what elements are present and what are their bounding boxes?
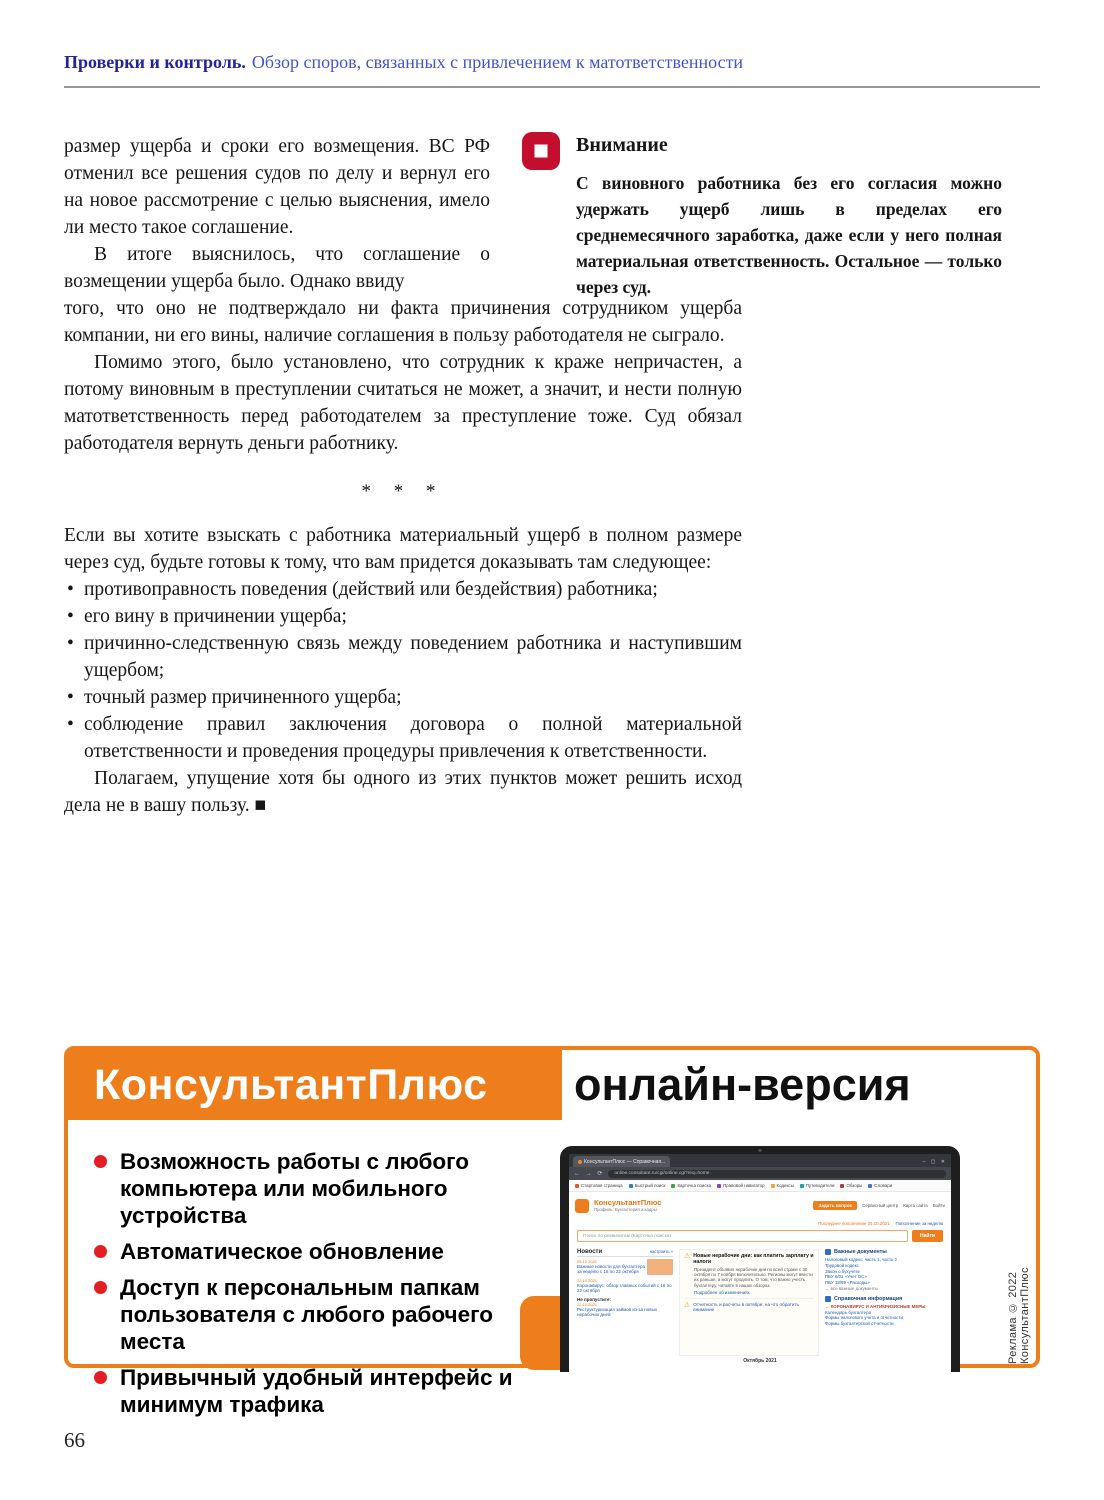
menu-label: Стартовая страница	[581, 1183, 623, 1188]
callout-body: С виновного работника без его согласия можно удержать ущерб лишь в пределах его среднемесячного заработка, даже если у него полная материальная ответственность. Остальное — только через суд.	[576, 173, 1002, 297]
article-paragraph: В итоге выяснилось, что соглашение о возмещении ущерба было. Однако ввиду	[64, 244, 490, 292]
ad-feature: Доступ к персональным папкам пользователя с любого рабочего места	[92, 1274, 522, 1355]
menu-item[interactable]	[840, 1183, 862, 1188]
article-paragraph: Если вы хотите взыскать с работника материальный ущерб в полном размере через суд, будьте готовы к тому, что вам придется доказывать там следующее:	[64, 525, 742, 573]
browser-tab-label: КонсультантПлюс — Справочная...	[584, 1158, 666, 1165]
header-subtitle: Обзор споров, связанных с привлечением к матответственности	[251, 52, 744, 72]
laptop-mockup	[560, 1146, 960, 1372]
browser-nav-icons[interactable]: ← → ⟳	[574, 1171, 605, 1177]
list-item: • противоправность поведения (действий или бездействия) работника;	[64, 576, 742, 603]
news-item[interactable]	[577, 1302, 673, 1318]
reference-icon	[825, 1296, 831, 1302]
reference-header	[825, 1296, 943, 1302]
ad-copyright-note: Реклама © 2022 КонсультантПлюс	[1007, 1267, 1031, 1364]
ad-brand-logo: КонсультантПлюс	[94, 1060, 488, 1109]
consultant-logo-icon	[575, 1199, 589, 1213]
news-header	[577, 1249, 673, 1257]
browser-tab[interactable]	[573, 1156, 670, 1167]
ad-feature: Привычный удобный интерфейс и минимум трафика	[92, 1364, 522, 1418]
site-search-row	[569, 1228, 951, 1246]
alert-second-link[interactable]: Отчетность и расчеты в октябре: на что обратить внимание	[693, 1301, 799, 1313]
ad-brand-band	[68, 1050, 562, 1120]
news-item[interactable]	[577, 1278, 673, 1294]
site-header	[569, 1192, 951, 1219]
site-search-input[interactable]: Поиск по реквизитам (Карточка поиска)	[577, 1230, 908, 1242]
reference-link[interactable]: Формы налогового учета и отчетности	[825, 1315, 903, 1321]
ad-feature: Возможность работы с любого компьютера или мобильного устройства	[92, 1148, 522, 1229]
warning-icon: ⚠	[684, 1301, 691, 1309]
section-label: Проверки и контроль.	[64, 52, 246, 72]
menu-item[interactable]	[575, 1183, 623, 1188]
doc-link[interactable]: Закон о бухучете	[825, 1268, 860, 1274]
menu-label: Путеводители	[805, 1183, 835, 1188]
site-content-columns	[569, 1246, 951, 1356]
list-item: • точный размер причиненного ущерба;	[64, 684, 742, 711]
news-link[interactable]: Реструктуризация займов из-за новых нерабочих дней	[577, 1306, 658, 1318]
menu-icon	[800, 1184, 804, 1188]
site-menu-bar	[569, 1180, 951, 1192]
article-first-column	[64, 133, 490, 295]
ask-question-button[interactable]: Задать вопрос	[813, 1201, 857, 1210]
alert-details-link[interactable]: Подробнее об изменениях	[694, 1289, 750, 1295]
menu-label: Обзоры	[846, 1183, 863, 1188]
important-docs-header	[825, 1249, 943, 1255]
menu-label: Быстрый поиск	[634, 1183, 666, 1188]
header-link[interactable]: Сервисный центр	[862, 1203, 899, 1208]
alert-second-item[interactable]	[684, 1302, 814, 1313]
screen-footer-date: Октябрь 2021	[743, 1358, 777, 1364]
alert-body: Президент объявил нерабочие дни по всей стране с 30 октября по 7 ноября включительно. Регионы могут ввести их раньше, а могут продлить. О том, что важно учесть бухгалтеру, читайте в наших обзорах.	[694, 1267, 813, 1288]
alert-header	[684, 1253, 814, 1265]
doc-link[interactable]: ПБУ 6/01 «Учет ОС»	[825, 1274, 867, 1280]
ad-feature-list	[92, 1148, 522, 1427]
alert-title: Новые нерабочие дни: как платить зарплату и налоги	[693, 1253, 814, 1265]
menu-item[interactable]	[800, 1183, 835, 1188]
url-field[interactable]: online.consultant.ru/cgi/online.cgi?req=home	[608, 1170, 946, 1178]
window-controls-icon[interactable]: – ▢ ✕	[922, 1158, 947, 1165]
documents-column	[825, 1249, 943, 1356]
callout-title: Внимание	[576, 134, 668, 156]
article-final-paragraph: Полагаем, упущение хотя бы одного из этих пунктов может решить исход дела не в вашу пользу. ■	[64, 768, 742, 816]
news-date: 22.10.2021	[577, 1277, 598, 1283]
documents-icon	[825, 1249, 831, 1255]
menu-icon	[868, 1184, 872, 1188]
site-header-right	[813, 1201, 945, 1210]
header-link[interactable]: Войти	[932, 1203, 945, 1208]
menu-icon	[629, 1184, 633, 1188]
menu-label: Словари	[874, 1183, 893, 1188]
last-update-note: Последнее пополнение 25.10.2021	[818, 1221, 890, 1226]
news-note-label: Не пропустите:	[577, 1296, 612, 1302]
site-logo-block	[594, 1199, 661, 1212]
all-docs-link[interactable]: → все важные документы	[825, 1285, 878, 1291]
news-date: 25.10.2021	[577, 1259, 598, 1264]
doc-link[interactable]: Налоговый кодекс: часть 1, часть 2	[825, 1257, 897, 1262]
menu-icon	[840, 1184, 844, 1188]
browser-tab-bar	[569, 1154, 951, 1167]
article-body	[64, 133, 742, 819]
menu-item[interactable]	[868, 1183, 892, 1188]
list-item: • соблюдение правил заключения договора о полной материальной ответственности и проведения процедуры привлечения к ответственности.	[64, 711, 742, 765]
reference-link[interactable]: Календарь бухгалтера	[825, 1309, 871, 1315]
article-paragraph: Помимо этого, было установлено, что сотрудник к краже непричастен, а потому виновным в преступлении считаться не может, а значит, и нести полную матответственность перед работодателем за преступление тоже. Суд обязал работодателя вернуть деньги работнику.	[64, 352, 742, 454]
header-divider	[64, 86, 1040, 88]
news-title: Новости	[577, 1249, 603, 1255]
reference-link[interactable]: Формы бухгалтерской отчетности	[825, 1321, 894, 1327]
list-item: • его вину в причинении ущерба;	[64, 603, 742, 630]
weekly-update-link[interactable]: Пополнение за неделю	[895, 1221, 943, 1226]
menu-icon	[671, 1184, 675, 1188]
important-docs-title: Важные документы	[834, 1249, 887, 1255]
news-column	[577, 1249, 673, 1356]
laptop-screen	[569, 1154, 951, 1372]
menu-item[interactable]	[671, 1183, 711, 1188]
header-link[interactable]: Карта сайта	[903, 1203, 928, 1208]
site-brand: КонсультантПлюс	[594, 1198, 662, 1207]
reference-link[interactable]: ← КОРОНАВИРУС И АНТИКРИЗИСНЫЕ МЕРЫ	[825, 1303, 926, 1309]
alert-panel	[679, 1249, 819, 1356]
news-item[interactable]	[577, 1259, 673, 1275]
article-paragraph: размер ущерба и сроки его возмещения. ВС РФ отменил все решения судов по делу и вернул его на новое рассмотрение с целью выяснения, имело ли место такое соглашение.	[64, 136, 490, 238]
browser-address-bar	[569, 1167, 951, 1180]
menu-icon	[575, 1184, 579, 1188]
page-number: 66	[64, 1428, 85, 1452]
proof-list	[64, 576, 742, 765]
menu-icon	[771, 1184, 775, 1188]
list-item: • причинно-следственную связь между поведением работника и наступившим ущербом;	[64, 630, 742, 684]
menu-icon	[717, 1184, 721, 1188]
update-line	[569, 1219, 951, 1228]
menu-item[interactable]	[717, 1183, 765, 1188]
menu-label: Кодексы	[776, 1183, 794, 1188]
article-paragraph: того, что оно не подтверждало ни факта причинения сотрудником ущерба компании, ни его вины, наличие соглашения в пользу работодателя не сыграло.	[64, 298, 742, 346]
favicon	[578, 1160, 582, 1164]
section-separator: * * *	[361, 481, 445, 502]
reference-title: Справочная информация	[834, 1295, 903, 1302]
news-link[interactable]: Важные новости для бухгалтера за неделю с 18 по 22 октября	[577, 1264, 645, 1275]
consultant-ad	[64, 1046, 1040, 1417]
menu-item[interactable]	[771, 1183, 794, 1188]
news-settings-link[interactable]: настроить »	[649, 1249, 673, 1254]
ad-headline: онлайн-версия	[574, 1059, 911, 1110]
news-link[interactable]: Коронавирус: обзор главных событий с 16 по 22 октября	[577, 1282, 672, 1294]
ad-feature: Автоматическое обновление	[92, 1238, 522, 1265]
doc-link[interactable]: ПБУ 18/99 «Расходы»	[825, 1280, 870, 1286]
site-search-button[interactable]: Найти	[912, 1230, 943, 1242]
site-tagline: Профиль: Бухгалтерия и кадры	[594, 1207, 657, 1212]
menu-label: Правовой навигатор	[723, 1183, 765, 1188]
alert-divider	[684, 1298, 814, 1299]
warning-icon: ⚠	[684, 1253, 691, 1260]
laptop-camera-dot	[759, 1149, 762, 1152]
news-thumbnail	[647, 1259, 673, 1275]
doc-link[interactable]: Трудовой кодекс	[825, 1262, 859, 1268]
page-header	[64, 52, 1040, 73]
menu-label: Карточка поиска	[677, 1183, 712, 1188]
menu-item[interactable]	[629, 1183, 666, 1188]
news-date: 22.10.2021	[577, 1301, 598, 1307]
